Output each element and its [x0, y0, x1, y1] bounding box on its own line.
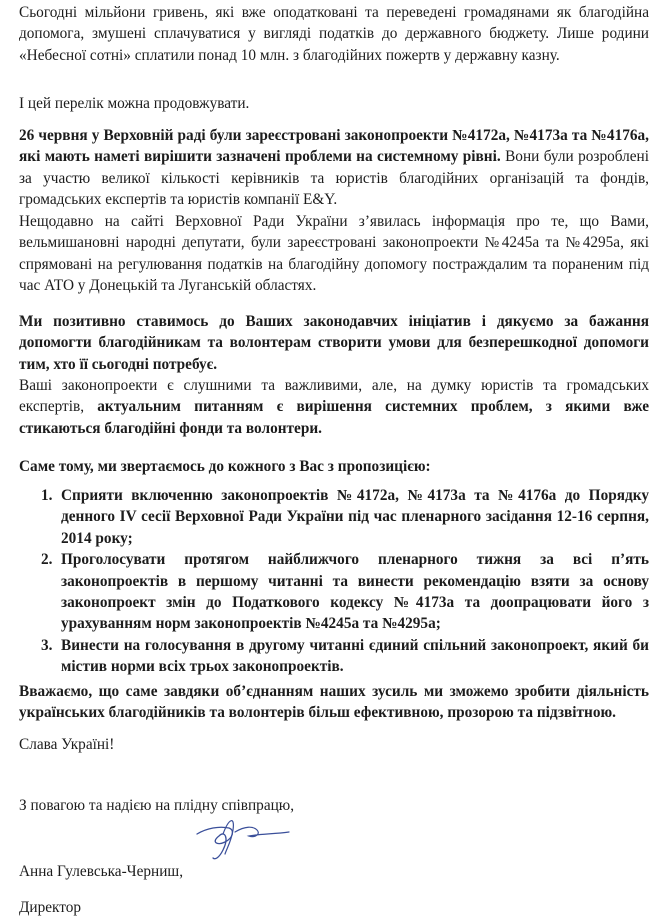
paragraph-proposal-intro [19, 456, 649, 477]
list-item [19, 485, 649, 549]
paragraph-text: Ваші законопроекти є слушними та важливими, але, на думку юристів та громадських експертів, [19, 377, 649, 416]
paragraph-positive [19, 311, 649, 375]
paragraph-bills-registered [19, 125, 649, 211]
paragraph-bold-text: Ми позитивно ставимось до Ваших законодавчих ініціатив і дякуємо за бажання допомогти благодійникам та волонтерам створити умови для безперешкодної допомоги тим, хто її сьогодні потребує. [19, 313, 649, 373]
list-item-text: Винести на голосування в другому читанні єдиний спільний законопроект, який би містив норми всіх трьох законопроектів. [61, 636, 649, 676]
paragraph-text: З повагою та надією на плідну співпрацю, [19, 797, 295, 814]
paragraph-text: І цей перелік можна продовжувати. [19, 95, 250, 112]
paragraph-bold-text: Саме тому, ми звертаємось до кожного з Вас з пропозицією: [19, 458, 431, 475]
paragraph-new-bills [19, 211, 649, 297]
paragraph-text: Вони були розроблені за участю великої кількості керівників та юристів благодійних організацій та фондів, громадських експертів та юристів компанії E&Y. [19, 148, 649, 209]
proposal-list [19, 485, 649, 678]
paragraph-regards [19, 795, 649, 816]
paragraph-text: Нещодавно на сайті Верховної Ради України з’явилась інформація про те, що Вами, вельмишановні народні депутати, були зареєстровані законопроекти №4245а та №4295а, які спрямовані на регулювання податків на благодійну допомогу постраждалим та пораненим під час АТО у Донецькій та Луганській областях. [19, 213, 649, 295]
list-item [19, 549, 649, 635]
signatory-title [19, 897, 649, 918]
signatory-name-text: Анна Гулевська-Черниш, [19, 863, 184, 880]
paragraph-continue [19, 93, 649, 114]
paragraph-conclusion [19, 681, 649, 724]
paragraph-bills-opinion [19, 375, 649, 439]
paragraph-bold-text: Вважаємо, що саме завдяки об’єднанням наших зусиль ми зможемо зробити діяльність українських благодійників та волонтерів більш ефективною, прозорою та підзвітною. [19, 683, 649, 722]
paragraph-bold-text: 26 червня у Верховній раді були зареєстровані законопроекти №4172а, №4173а та №4176а, які мають наметі вирішити зазначені проблеми на системному рівні. [19, 127, 649, 166]
list-item-text: Сприяти включенню законопроектів №4172а, №4173а та №4176а до Порядку денного IV сесії Верховної Ради України під час пленарного засідання 12-16 серпня, 2014 року; [61, 487, 649, 547]
list-item-number: 2. [41, 551, 53, 569]
signature-image [189, 808, 299, 868]
signatory-title-text: Директор [19, 899, 82, 916]
paragraph-bold-text: актуальним питанням є вирішення системних проблем, з якими вже стикаються благодійні фонди та волонтери. [19, 398, 649, 437]
list-item-number: 3. [41, 636, 53, 654]
paragraph-text: Сьогодні мільйони гривень, які вже оподатковані та переведені громадянами як благодійна допомога, змушені сплачуватися у вигляді податків до державного бюджету. Лише родини «Небесної сотні» сплатили понад 10 млн. з благодійних пожертв у державну казну. [19, 4, 649, 64]
signatory-name [19, 861, 649, 882]
paragraph-glory [19, 734, 649, 755]
letter-page [19, 0, 649, 922]
list-item-text: Проголосувати протягом найближчого пленарного тижня за всі п’ять законопроектів в першому читанні та винести рекомендацію взяти за основу законопроект змін до Податкового кодексу №4173а та доопрацювати його з урахуванням норм законопроектів №4245а та №4295а; [61, 551, 649, 633]
list-item-number: 1. [41, 487, 53, 504]
paragraph-text: Слава Україні! [19, 736, 115, 753]
list-item [19, 635, 649, 678]
paragraph-tax-intro [19, 2, 649, 66]
